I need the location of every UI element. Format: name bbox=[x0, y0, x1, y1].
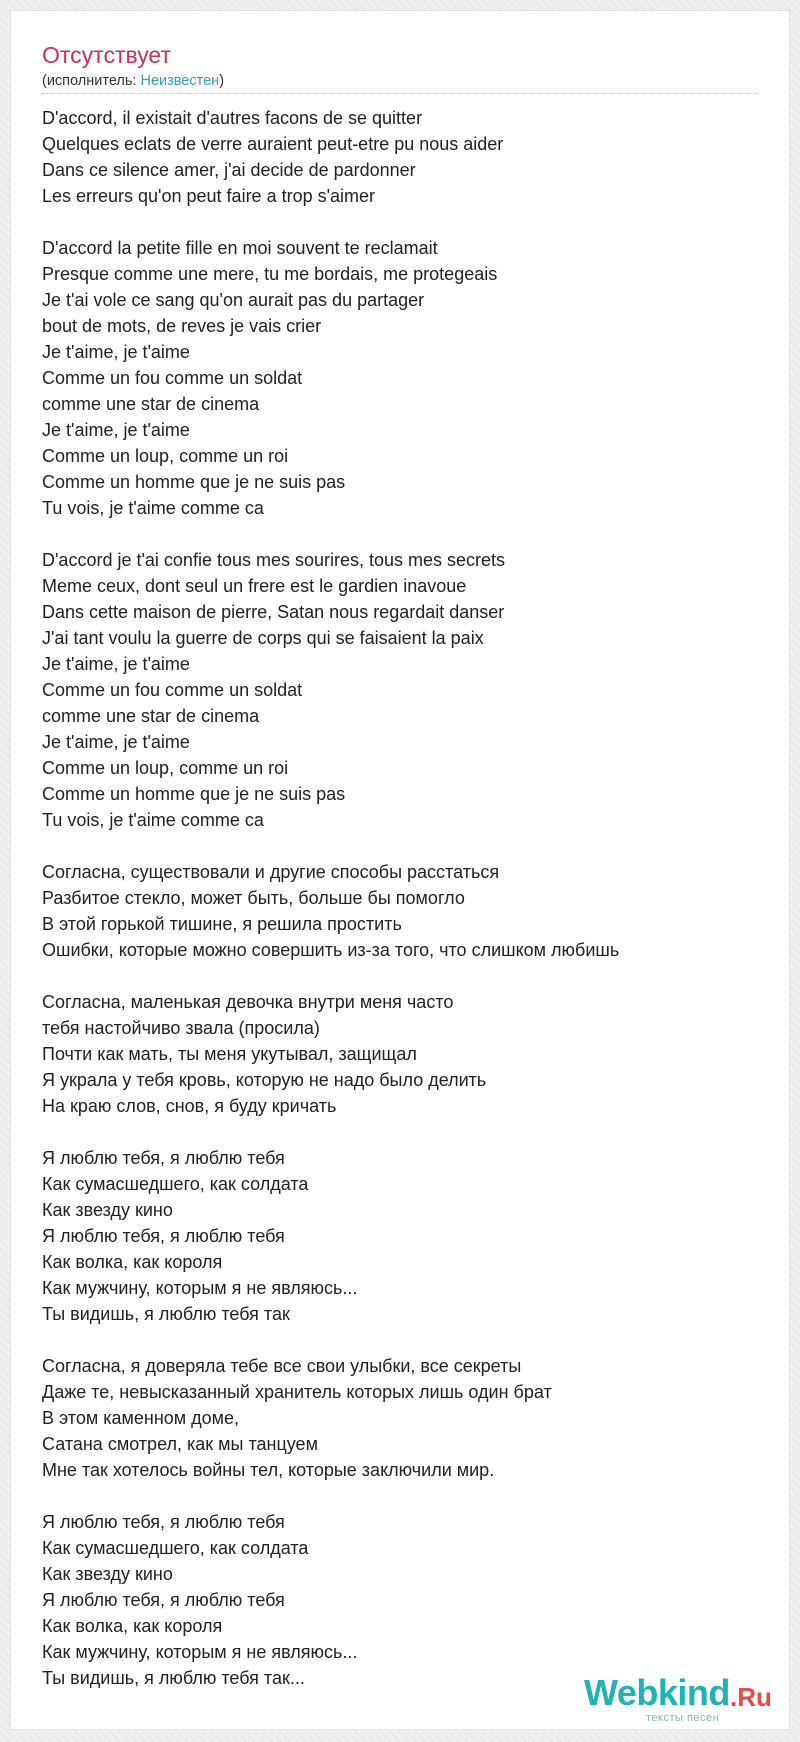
lyric-line: Je t'aime, je t'aime bbox=[42, 732, 190, 752]
lyric-line: Comme un loup, comme un roi bbox=[42, 758, 289, 778]
lyric-line: тебя настойчиво звала (просила) bbox=[42, 1018, 320, 1038]
lyric-line: Quelques eclats de verre auraient peut-etre pu nous aider bbox=[42, 134, 504, 154]
lyric-line: Даже те, невысказанный хранитель которых лишь один брат bbox=[42, 1382, 552, 1402]
lyric-line: Как мужчину, которым я не являюсь... bbox=[42, 1278, 358, 1298]
lyric-line: Как звезду кино bbox=[42, 1564, 173, 1584]
stanza-break bbox=[42, 1119, 758, 1145]
lyric-line: Как звезду кино bbox=[42, 1200, 173, 1220]
logo-subtitle: тексты песен bbox=[646, 1712, 720, 1724]
artist-suffix: ) bbox=[219, 73, 225, 89]
lyric-line: В этом каменном доме, bbox=[42, 1408, 240, 1428]
stanza-break bbox=[42, 1483, 758, 1509]
lyric-line: Я люблю тебя, я люблю тебя bbox=[42, 1148, 285, 1168]
lyric-line: Les erreurs qu'on peut faire a trop s'aimer bbox=[42, 186, 376, 206]
lyric-line: Je t'aime, je t'aime bbox=[42, 342, 190, 362]
stanza-break bbox=[42, 521, 758, 547]
artist-prefix: (исполнитель: bbox=[42, 73, 141, 89]
stanza-break bbox=[42, 1327, 758, 1353]
stanza-break bbox=[42, 209, 758, 235]
lyric-line: Dans ce silence amer, j'ai decide de pardonner bbox=[42, 160, 416, 180]
lyric-line: Comme un loup, comme un roi bbox=[42, 446, 289, 466]
lyric-line: Я люблю тебя, я люблю тебя bbox=[42, 1512, 285, 1532]
lyrics-body bbox=[42, 105, 758, 1691]
lyric-line: Я украла у тебя кровь, которую не надо было делить bbox=[42, 1070, 487, 1090]
stanza-break bbox=[42, 833, 758, 859]
site-logo[interactable] bbox=[584, 1672, 774, 1722]
lyric-line: Как сумасшедшего, как солдата bbox=[42, 1538, 309, 1558]
artist-line bbox=[42, 73, 224, 89]
lyric-line: Как сумасшедшего, как солдата bbox=[42, 1174, 309, 1194]
lyric-line: Согласна, существовали и другие способы расстаться bbox=[42, 862, 500, 882]
lyric-line: Tu vois, je t'aime comme ca bbox=[42, 498, 264, 518]
lyric-line: Comme un fou comme un soldat bbox=[42, 680, 303, 700]
lyric-line: На краю слов, снов, я буду кричать bbox=[42, 1096, 337, 1116]
lyric-line: Je t'aime, je t'aime bbox=[42, 420, 190, 440]
lyric-line: Разбитое стекло, может быть, больше бы помогло bbox=[42, 888, 465, 908]
lyric-line: Je t'aime, je t'aime bbox=[42, 654, 190, 674]
lyric-line: Как мужчину, которым я не являюсь... bbox=[42, 1642, 358, 1662]
lyric-line: J'ai tant voulu la guerre de corps qui se faisaient la paix bbox=[42, 628, 484, 648]
song-title: Отсутствует bbox=[42, 42, 171, 68]
lyric-line: Мне так хотелось войны тел, которые заключили мир. bbox=[42, 1460, 495, 1480]
lyric-line: D'accord je t'ai confie tous mes sourires, tous mes secrets bbox=[42, 550, 506, 570]
lyric-line: Сатана смотрел, как мы танцуем bbox=[42, 1434, 318, 1454]
lyric-line: comme une star de cinema bbox=[42, 706, 260, 726]
lyric-line: Ошибки, которые можно совершить из-за того, что слишком любишь bbox=[42, 940, 620, 960]
lyric-line: Согласна, маленькая девочка внутри меня часто bbox=[42, 992, 454, 1012]
lyric-line: Ты видишь, я люблю тебя так... bbox=[42, 1668, 305, 1688]
lyric-line: D'accord la petite fille en moi souvent te reclamait bbox=[42, 238, 438, 258]
logo-domain: .Ru bbox=[730, 1682, 772, 1712]
lyric-line: Согласна, я доверяла тебе все свои улыбки, все секреты bbox=[42, 1356, 522, 1376]
dotted-divider bbox=[42, 93, 758, 94]
lyric-line: Я люблю тебя, я люблю тебя bbox=[42, 1226, 285, 1246]
lyric-line: Meme ceux, dont seul un frere est le gardien inavoue bbox=[42, 576, 467, 596]
lyric-line: Comme un homme que je ne suis pas bbox=[42, 472, 346, 492]
lyric-line: bout de mots, de reves je vais crier bbox=[42, 316, 322, 336]
stanza-break bbox=[42, 963, 758, 989]
artist-link[interactable]: Неизвестен bbox=[140, 73, 220, 89]
lyric-line: Почти как мать, ты меня укутывал, защищал bbox=[42, 1044, 417, 1064]
lyric-line: Comme un homme que je ne suis pas bbox=[42, 784, 346, 804]
lyric-line: В этой горькой тишине, я решила простить bbox=[42, 914, 402, 934]
lyric-line: comme une star de cinema bbox=[42, 394, 260, 414]
lyric-line: Je t'ai vole ce sang qu'on aurait pas du partager bbox=[42, 290, 425, 310]
lyric-line: Ты видишь, я люблю тебя так bbox=[42, 1304, 290, 1324]
logo-wordmark: Webkind bbox=[584, 1672, 730, 1713]
lyric-line: Presque comme une mere, tu me bordais, me protegeais bbox=[42, 264, 498, 284]
lyric-line: Как волка, как короля bbox=[42, 1252, 223, 1272]
lyric-line: Comme un fou comme un soldat bbox=[42, 368, 303, 388]
lyric-line: Dans cette maison de pierre, Satan nous regardait danser bbox=[42, 602, 505, 622]
lyric-line: D'accord, il existait d'autres facons de se quitter bbox=[42, 108, 423, 128]
lyric-line: Tu vois, je t'aime comme ca bbox=[42, 810, 264, 830]
lyric-line: Как волка, как короля bbox=[42, 1616, 223, 1636]
lyric-line: Я люблю тебя, я люблю тебя bbox=[42, 1590, 285, 1610]
